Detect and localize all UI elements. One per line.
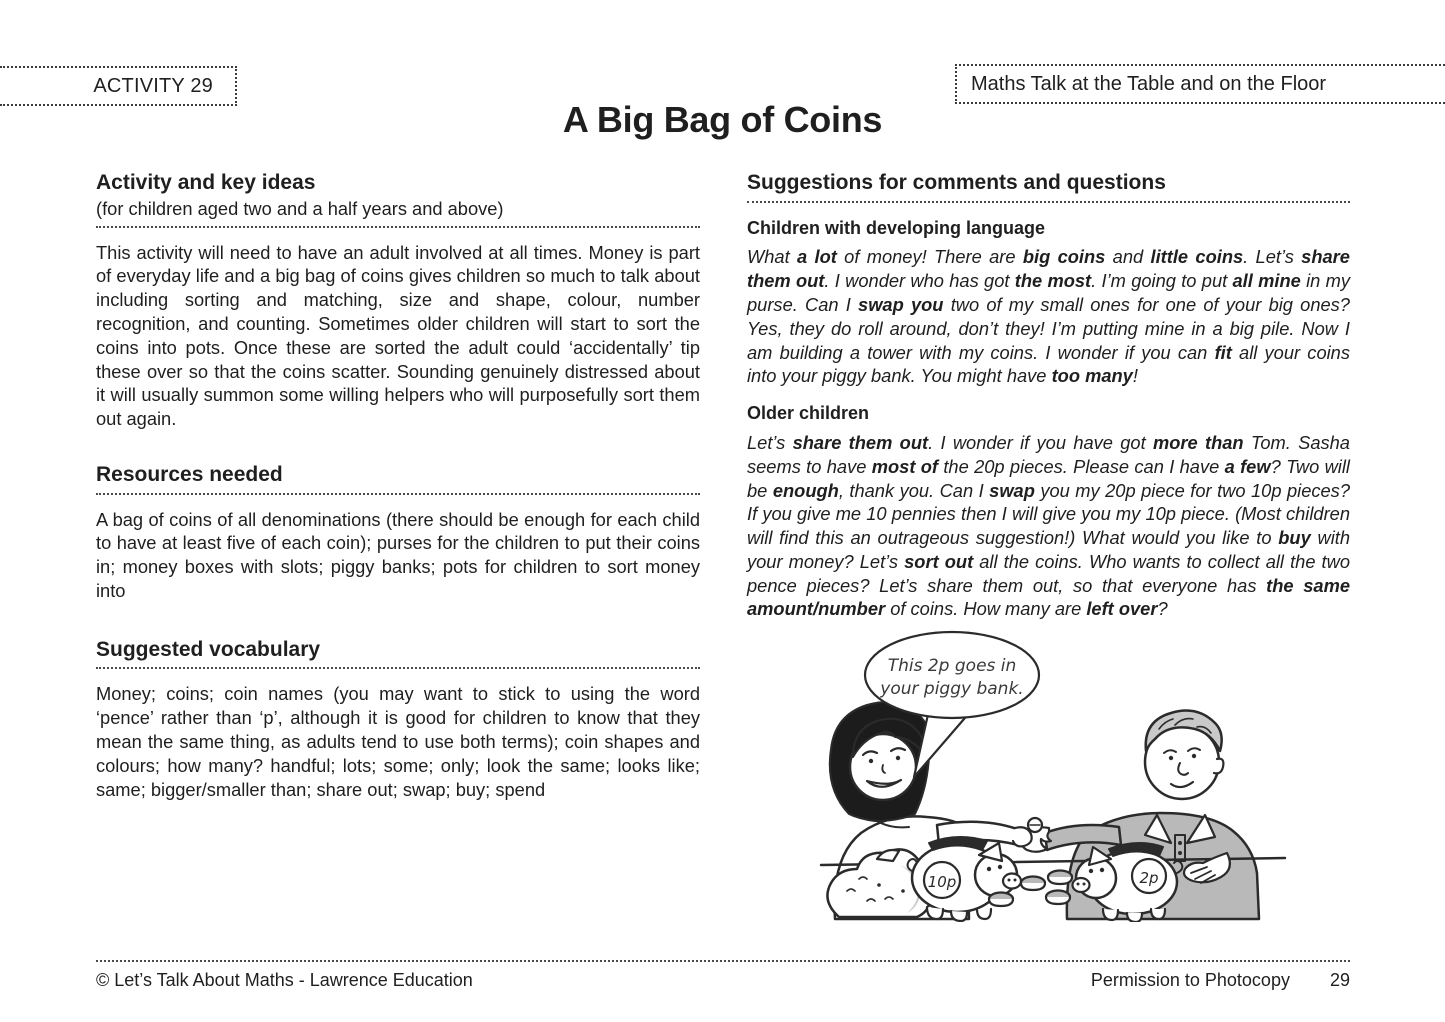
left-column [96,172,700,801]
piggy-bank-2p-label: 2p [1139,869,1159,888]
children-coins-illustration [819,629,1289,922]
right-column [747,172,1350,922]
series-title-label: Maths Talk at the Table and on the Floor [971,72,1327,95]
series-title-box [955,64,1445,104]
suggestions-heading: Suggestions for comments and questions [747,171,1166,194]
page-title: A Big Bag of Coins [562,99,883,140]
activity-body: This activity will need to have an adult involved at all times. Money is part of everyday life and a big bag of coins gives children so much to talk about including sorting and matching, size and shape, colour, number recognition, and counting. Sometimes older children will start to sort the coins into pots. Once these are sorted the adult could ‘accidentally’ tip these over so that the coins scatter. Sounding genuinely distressed about it will usually summon some willing helpers who will purposefully sort them out again. [96,241,700,430]
dotted-rule [747,201,1350,203]
dotted-rule [96,226,700,228]
age-note: (for children aged two and a half years and above) [96,197,504,219]
dotted-rule [96,667,700,669]
footer [96,970,1350,991]
resources-body: A bag of coins of all denominations (there should be enough for each child to have at least five of each coin); purses for the children to put their coins in; money boxes with slots; piggy banks; pots for children to sort money into [96,508,700,601]
activity-heading: Activity and key ideas [96,171,316,194]
older-children-text: Let’s share them out. I wonder if you have got more than Tom. Sasha seems to have most of the 20p pieces. Please can I have a few? Two will be enough, thank you. Can I swap you my 20p piece for two 10p pieces? If you give me 10 pennies then I will give you my 10p piece. (Most children will find this an outrageous suggestion!) What would you like to buy with your money? Let’s sort out all the coins. Who wants to collect all the two pence pieces? Let’s share them out, so that everyone has the same amount/number of coins. How many are left over? [747,431,1351,620]
developing-language-heading: Children with developing language [747,217,1046,238]
vocabulary-heading: Suggested vocabulary [96,637,321,661]
developing-language-text: What a lot of money! There are big coins and little coins. Let’s share them out. I wonder who has got the most. I’m going to put all mine in my purse. Can I swap you two of my small ones for one of your big ones? Yes, they do roll around, don’t they! I’m putting mine in a big pile. Now I am building a tower with my coins. I wonder if you can fit all your coins into your piggy bank. You might have too many! [747,246,1350,387]
footer-dotted-rule [96,960,1350,962]
activity-number-label: ACTIVITY 29 [93,74,213,97]
footer-page-number: 29 [1329,970,1350,990]
resources-heading: Resources needed [96,462,283,486]
footer-permission: Permission to Photocopy [1090,970,1290,990]
piggy-bank-10p-label: 10p [927,873,957,892]
vocabulary-body: Money; coins; coin names (you may want to stick to using the word ‘pence’ rather than ‘p’, although it is good for children to know that they mean the same thing, as adults tend to use both terms); coin shapes and colours; how many? handful; lots; some; only; look the same; looks like; same; bigger/smaller than; share out; swap; buy; spend [96,683,700,800]
dotted-rule [96,493,700,495]
older-children-heading: Older children [747,403,870,424]
speech-bubble-line1: This 2p goes in [887,656,1017,677]
footer-copyright: © Let’s Talk About Maths - Lawrence Education [96,970,473,990]
speech-bubble-line2: your piggy bank. [880,679,1024,700]
